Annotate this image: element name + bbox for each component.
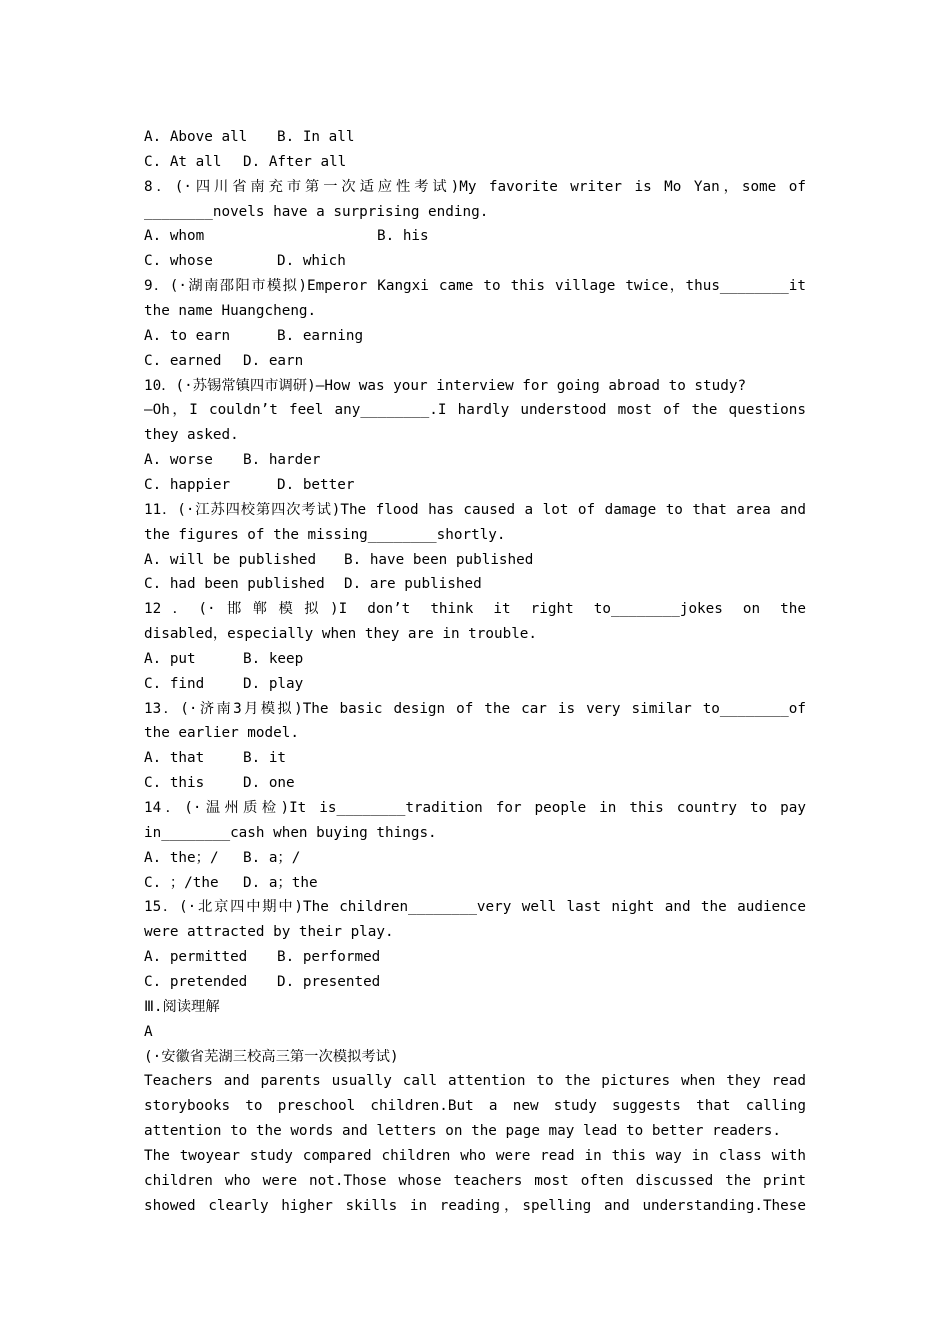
option-line <box>144 126 806 148</box>
text-line: were attracted by their play. <box>144 924 394 941</box>
text-line: 13．(·济南3月模拟)The basic design of the car is very similar to________of <box>144 700 806 717</box>
text-line: 14．(·温州质检)It is________tradition for people in this country to pay <box>144 800 806 816</box>
text-line: Teachers and parents usually call attention to the pictures when they read <box>144 1073 806 1090</box>
text-line: The twoyear study compared children who were read in this way in class with <box>144 1147 806 1164</box>
option-line <box>144 151 806 173</box>
text-line: disabled，especially when they are in trouble. <box>144 626 538 642</box>
option-left: C. earned <box>144 352 222 369</box>
text-line: —Oh，I couldn’t feel any________.I hardly understood most of the questions <box>144 402 806 419</box>
option-line <box>144 971 806 993</box>
option-line <box>144 325 806 347</box>
option-left: C. this <box>144 775 205 792</box>
text-line: showed clearly higher skills in reading，spelling and understanding.These <box>144 1197 806 1214</box>
text-line: the name Huangcheng. <box>144 303 317 319</box>
option-line <box>144 573 806 595</box>
option-right: B. a；/ <box>243 849 301 866</box>
option-right: B. his <box>377 228 429 245</box>
option-line <box>144 847 806 869</box>
option-right: B. have been published <box>344 551 534 568</box>
option-line <box>144 449 806 471</box>
option-left: A. will be published <box>144 551 317 568</box>
option-right: B. keep <box>243 650 304 667</box>
option-line <box>144 772 806 794</box>
option-left: A. worse <box>144 452 213 469</box>
option-right: D. are published <box>344 576 482 593</box>
option-right: D. better <box>277 476 355 493</box>
option-line <box>144 747 806 769</box>
text-line: storybooks to preschool children.But a new study suggests that calling <box>144 1098 806 1115</box>
text-line: they asked. <box>144 427 239 444</box>
option-left: A. to earn <box>144 327 231 344</box>
text-line: children who were not.Those whose teachers most often discussed the print <box>144 1172 806 1189</box>
option-left: A. that <box>144 750 205 767</box>
option-line <box>144 350 806 372</box>
option-line <box>144 872 806 894</box>
option-right: B. In all <box>277 129 355 145</box>
option-right: B. earning <box>277 327 364 344</box>
option-left: A. Above all <box>144 129 248 145</box>
text-line: in________cash when buying things. <box>144 824 437 841</box>
option-line <box>144 474 806 496</box>
option-right: D. presented <box>277 973 381 990</box>
option-line <box>144 946 806 968</box>
option-left: C. happier <box>144 476 231 493</box>
option-left: A. the；/ <box>144 849 219 866</box>
text-line: attention to the words and letters on the page may lead to better readers. <box>144 1123 781 1139</box>
option-line <box>144 648 806 670</box>
option-left: C. find <box>144 675 205 692</box>
option-line <box>144 225 806 247</box>
option-right: D. earn <box>243 352 304 369</box>
option-line <box>144 250 806 272</box>
option-right: D. After all <box>243 153 347 170</box>
option-line <box>144 549 806 571</box>
option-left: A. permitted <box>144 949 248 966</box>
text-line: 10．(·苏锡常镇四市调研)—How was your interview for going abroad to study? <box>144 377 747 394</box>
text-line: the earlier model. <box>144 725 299 742</box>
option-right: B. it <box>243 750 287 767</box>
text-line: 11．(·江苏四校第四次考试)The flood has caused a lot of damage to that area and <box>144 501 806 518</box>
text-line: A <box>144 1023 153 1040</box>
option-left: C. had been published <box>144 576 325 593</box>
option-right: D. one <box>243 775 295 792</box>
option-left: C. pretended <box>144 973 248 990</box>
option-right: B. performed <box>277 949 381 966</box>
text-line: (·安徽省芜湖三校高三第一次模拟考试) <box>144 1048 399 1065</box>
option-right: D. a；the <box>243 874 318 891</box>
option-left: C. At all <box>144 153 222 170</box>
option-line <box>144 673 806 695</box>
option-left: C. whose <box>144 253 213 270</box>
option-left: C. ；/the <box>144 874 219 891</box>
text-line: 12．(·邯郸模拟)I don’t think it right to________jokes on the <box>144 601 806 618</box>
option-right: B. harder <box>243 452 321 469</box>
text-line: 8．(·四川省南充市第一次适应性考试)My favorite writer is Mo Yan，some of <box>144 178 806 195</box>
option-right: D. which <box>277 253 346 270</box>
text-line: ________novels have a surprising ending. <box>144 203 489 220</box>
text-line: the figures of the missing________shortly. <box>144 526 506 543</box>
text-line: Ⅲ.阅读理解 <box>144 998 220 1015</box>
text-line: 15．(·北京四中期中)The children________very well last night and the audience <box>144 899 806 916</box>
option-left: A. whom <box>144 228 205 245</box>
option-left: A. put <box>144 650 196 667</box>
option-right: D. play <box>243 675 304 692</box>
text-line: 9．(·湖南邵阳市模拟)Emperor Kangxi came to this village twice，thus________it <box>144 278 806 295</box>
